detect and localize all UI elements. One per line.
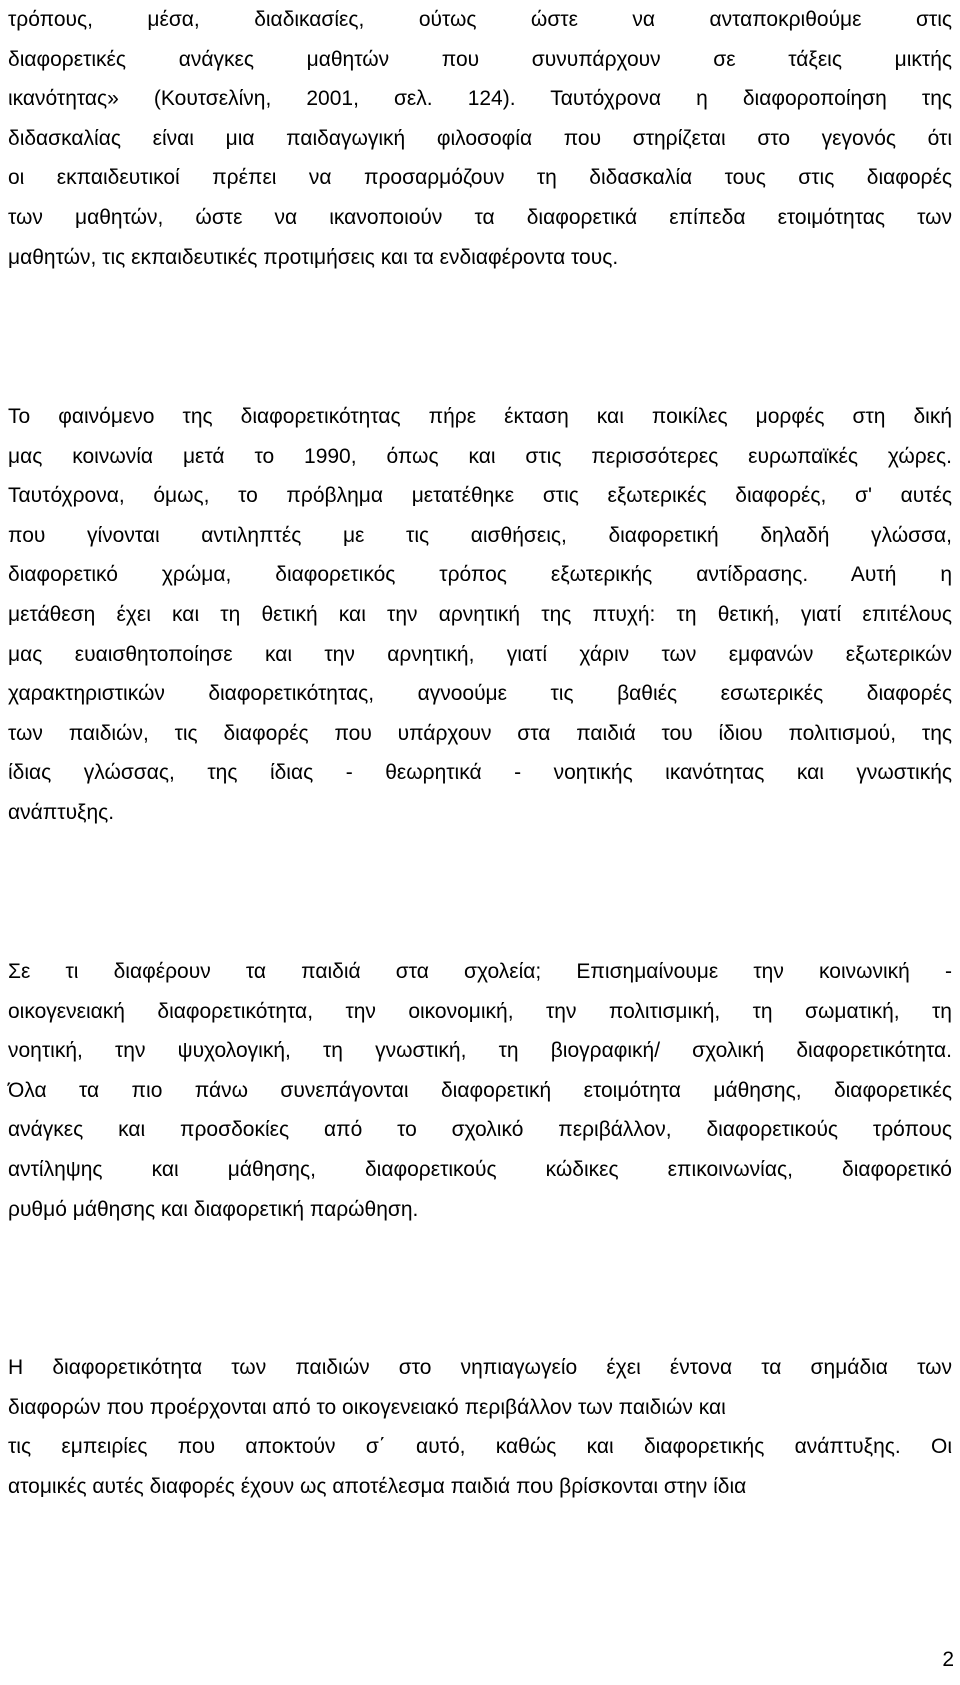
paragraph-diversity-phenomenon [8,397,952,833]
text-line: διαφορετικό χρώμα, διαφορετικός τρόπος εξωτερικής αντίδρασης. Αυτή η [8,563,952,587]
text-line: ρυθμό μάθησης και διαφορετική παρώθηση. [8,1197,419,1221]
text-line: Η διαφορετικότητα των παιδιών στο νηπιαγωγείο έχει έντονα τα σημάδια των [8,1356,952,1379]
text-line: οι εκπαιδευτικοί πρέπει να προσαρμόζουν τη διδασκαλία τους στις διαφορές [8,166,952,190]
text-line: μας ευαισθητοποίησε και την αρνητική, γιατί χάριν των εμφανών εξωτερικών [8,642,952,666]
text-line: οικογενειακή διαφορετικότητα, την οικονομική, την πολιτισμική, τη σωματική, τη [8,999,952,1023]
text-line: ανάγκες και προσδοκίες από το σχολικό περιβάλλον, διαφορετικούς τρόπους [8,1118,952,1142]
text-line: Σε τι διαφέρουν τα παιδιά στα σχολεία; Επισημαίνουμε την κοινωνική - [8,960,952,983]
text-line: ίδιας γλώσσας, της ίδιας - θεωρητικά - νοητικής ικανότητας και γνωστικής [8,761,952,785]
text-line: διδασκαλίας είναι μια παιδαγωγική φιλοσοφία που στηρίζεται στο γεγονός ότι [8,126,952,150]
text-line: ανάπτυξης. [8,800,115,824]
text-line: διαφορών που προέρχονται από το οικογενειακό περιβάλλον των παιδιών και [8,1395,726,1419]
text-line: ατομικές αυτές διαφορές έχουν ως αποτέλεσμα παιδιά που βρίσκονται στην ίδια [8,1474,747,1498]
text-line: μετάθεση έχει και τη θετική και την αρνητική της πτυχή: τη θετική, γιατί επιτέλους [8,602,952,626]
text-line: τις εμπειρίες που αποκτούν σ΄ αυτό, καθώς και διαφορετικής ανάπτυξης. Οι [8,1435,952,1459]
paragraph-how-children-differ [8,952,952,1229]
paragraph-kindergarten-diversity [8,1348,952,1506]
text-line: Το φαινόμενο της διαφορετικότητας πήρε έκταση και ποικίλες μορφές στη δική [8,405,952,428]
page-number: 2 [942,1648,954,1671]
text-line: αντίληψης και μάθησης, διαφορετικούς κώδικες επικοινωνίας, διαφορετικό [8,1157,952,1181]
text-line: ικανότητας» (Κουτσελίνη, 2001, σελ. 124). Ταυτόχρονα η διαφοροποίηση της [8,87,952,111]
text-line: Όλα τα πιο πάνω συνεπάγονται διαφορετική ετοιμότητα μάθησης, διαφορετικές [8,1078,952,1102]
text-line: χαρακτηριστικών διαφορετικότητας, αγνοούμε τις βαθιές εσωτερικές διαφορές [8,682,952,706]
text-line: Ταυτόχρονα, όμως, το πρόβλημα μετατέθηκε στις εξωτερικές διαφορές, σ' αυτές [8,484,952,508]
text-line: μας κοινωνία μετά το 1990, όπως και στις περισσότερες ευρωπαϊκές χώρες. [8,444,952,468]
paragraph-differentiation-definition [8,0,952,277]
text-line: νοητική, την ψυχολογική, τη γνωστική, τη βιογραφική/ σχολική διαφορετικότητα. [8,1039,952,1063]
text-line: μαθητών, τις εκπαιδευτικές προτιμήσεις και τα ενδιαφέροντα τους. [8,245,619,269]
text-line: που γίνονται αντιληπτές με τις αισθήσεις, διαφορετική δηλαδή γλώσσα, [8,523,952,547]
text-line: των παιδιών, τις διαφορές που υπάρχουν στα παιδιά του ίδιου πολιτισμού, της [8,721,952,745]
text-line: διαφορετικές ανάγκες μαθητών που συνυπάρχουν σε τάξεις μικτής [8,47,952,71]
text-line: τρόπους, μέσα, διαδικασίες, ούτως ώστε να ανταποκριθούμε στις [8,8,952,31]
text-line: των μαθητών, ώστε να ικανοποιούν τα διαφορετικά επίπεδα ετοιμότητας των [8,205,952,229]
